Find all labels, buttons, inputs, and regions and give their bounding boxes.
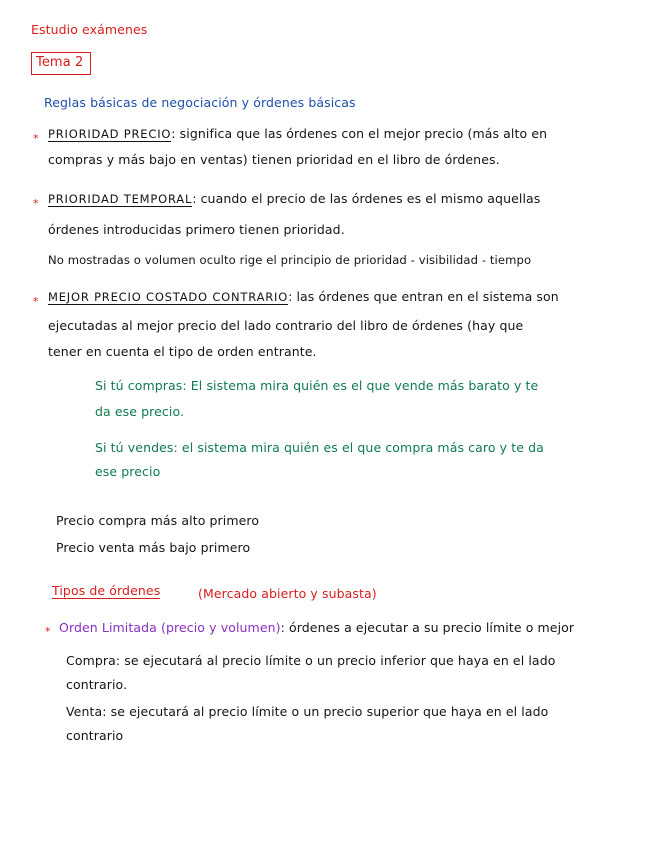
tema-box: Tema 2 <box>31 52 91 75</box>
section-title: Reglas básicas de negociación y órdenes básicas <box>44 95 356 110</box>
sell-note-line1: Si tú vendes: el sistema mira quién es el que compra más caro y te da <box>95 440 544 455</box>
priority-price-line2: compras y más bajo en ventas) tienen prioridad en el libro de órdenes. <box>48 152 500 167</box>
bullet-mark: * <box>33 295 39 308</box>
priority-price-term: PRIORIDAD PRECIO <box>48 127 172 141</box>
buy-note-line2: da ese precio. <box>95 404 185 419</box>
limit-order-term: Orden Limitada (precio y volumen) <box>59 620 281 635</box>
order-types-title <box>52 583 160 599</box>
best-price-line1 <box>48 289 559 305</box>
priority-time-line2: órdenes introducidas primero tienen prioridad. <box>48 222 345 237</box>
limit-sell-line2: contrario <box>66 728 124 743</box>
best-price-line2: ejecutadas al mejor precio del lado contrario del libro de órdenes (hay que <box>48 318 524 333</box>
bullet-mark: * <box>33 197 39 210</box>
priority-time-line1 <box>48 191 540 207</box>
notes-title: Estudio exámenes <box>31 22 148 37</box>
limit-order-line1 <box>59 620 574 636</box>
best-price-term: MEJOR PRECIO COSTADO CONTRARIO <box>48 290 289 304</box>
bullet-mark: * <box>45 625 51 638</box>
summary-buy: Precio compra más alto primero <box>56 513 260 528</box>
sell-note-line2: ese precio <box>95 464 161 479</box>
priority-price-text: : significa que las órdenes con el mejor precio (más alto en <box>171 126 548 141</box>
limit-buy-line2: contrario. <box>66 677 128 692</box>
order-types-subtitle: (Mercado abierto y subasta) <box>198 586 377 601</box>
best-price-line3: tener en cuenta el tipo de orden entrante. <box>48 344 317 359</box>
priority-time-term: PRIORIDAD TEMPORAL <box>48 192 193 206</box>
summary-sell: Precio venta más bajo primero <box>56 540 251 555</box>
limit-buy-line1: Compra: se ejecutará al precio límite o un precio inferior que haya en el lado <box>66 653 556 668</box>
limit-order-text: : órdenes a ejecutar a su precio límite o mejor <box>280 620 575 635</box>
limit-sell-line1: Venta: se ejecutará al precio límite o un precio superior que haya en el lado <box>66 704 549 719</box>
bullet-mark: * <box>33 132 39 145</box>
priority-time-line3: No mostradas o volumen oculto rige el principio de prioridad - visibilidad - tiempo <box>48 253 532 267</box>
order-types-heading: Tipos de órdenes <box>52 583 161 598</box>
priority-price-line1 <box>48 126 547 142</box>
priority-time-text: : cuando el precio de las órdenes es el mismo aquellas <box>192 191 541 206</box>
best-price-text: : las órdenes que entran en el sistema son <box>288 289 559 304</box>
buy-note-line1: Si tú compras: El sistema mira quién es el que vende más barato y te <box>95 378 539 393</box>
